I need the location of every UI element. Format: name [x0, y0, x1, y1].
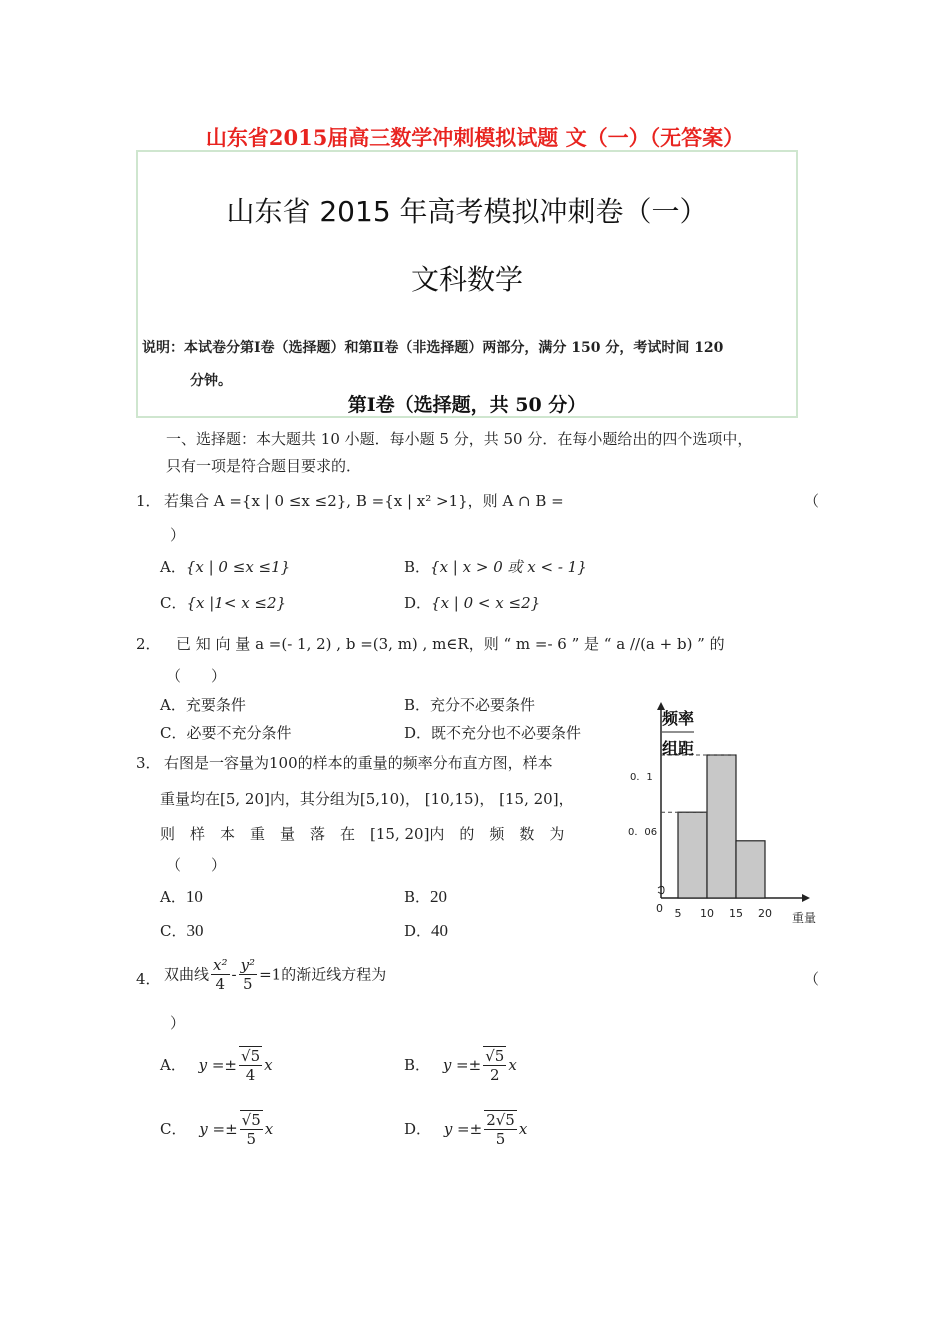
q4-stem-suffix: =1的渐近线方程为	[259, 965, 387, 984]
q3-option-c: 30	[186, 921, 204, 940]
q1-option-a-label: A．	[160, 558, 186, 576]
q1-option-c: {x |1< x ≤2}	[186, 594, 287, 612]
q2-option-b-label: B．	[404, 696, 431, 714]
q3-option-d: 40	[431, 921, 449, 940]
q4-frac1-num: x²	[213, 956, 228, 974]
q4-option-d-den: 5	[495, 1130, 506, 1148]
frequency-histogram	[622, 700, 832, 932]
q1-option-c-label: C．	[160, 594, 187, 612]
q2-stem: 已 知 向 量 a =(- 1, 2) , b =(3, m) , m∈R，则 “ m =- 6 ” 是 “ a //(a + b) ” 的	[176, 635, 725, 653]
q4-option-c-var: x	[264, 1120, 274, 1138]
q1-stem: 若集合 A ={x | 0 ≤x ≤2}, B ={x | x² >1}，则 A ∩ B =	[164, 492, 564, 510]
q2-option-d: 既不充分也不必要条件	[431, 724, 582, 742]
x-axis-arrow	[802, 894, 810, 902]
q3-paren: （ ）	[166, 856, 227, 874]
q4-option-d-prefix: y =±	[443, 1120, 483, 1138]
y-tick-0.1: 0．1	[630, 772, 653, 783]
q4-option-b-var: x	[508, 1056, 517, 1074]
instructions-line-2: 只有一项是符合题目要求的．	[166, 457, 362, 475]
q4-option-c-den: 5	[246, 1130, 256, 1148]
q4-option-b-den: 2	[489, 1066, 500, 1084]
x-tick-10: 10	[700, 907, 714, 920]
q4-option-a-den: 4	[245, 1066, 256, 1084]
q4-option-b-num: √5	[485, 1047, 505, 1065]
document-title: 山东省2015届高三数学冲刺模拟试题 文（一）（无答案）	[205, 125, 745, 150]
q4-option-b-prefix: y =±	[442, 1056, 482, 1074]
exam-header-subject: 文科数学	[410, 263, 523, 296]
q4-stem-prefix: 双曲线	[164, 965, 210, 984]
exam-header-note-cont: 分钟。	[190, 373, 232, 389]
q3-option-d-label: D．	[404, 922, 432, 940]
exam-header-image	[136, 150, 798, 418]
y-label-top: 频率	[662, 709, 695, 728]
q4-frac2-den: 5	[243, 975, 253, 993]
q1-option-d-label: D．	[404, 594, 432, 612]
q4-option-c-num: √5	[241, 1111, 261, 1129]
q1-number: 1．	[136, 492, 161, 510]
q4-option-d-num: 2√5	[486, 1111, 515, 1129]
y-tick-0.06: 0．06	[628, 827, 658, 838]
q3-stem-line-2: 重量均在[5, 20]内，其分组为[5,10)， [10,15)， [15, 20]，	[160, 790, 574, 808]
histogram-bar-5-10	[678, 812, 707, 898]
y-label-bottom: 组距	[662, 739, 695, 758]
q4-option-c-prefix: y =±	[199, 1120, 238, 1138]
q3-option-c-label: C．	[160, 922, 187, 940]
q1-option-a: {x | 0 ≤x ≤1}	[185, 558, 291, 576]
q3-option-a-label: A．	[160, 888, 186, 906]
exam-section-title: 第Ⅰ卷（选择题，共 50 分）	[347, 394, 587, 416]
q2-option-c: 必要不充分条件	[186, 724, 292, 742]
q2-option-a: 充要条件	[185, 696, 246, 714]
q4-option-d-var: x	[518, 1120, 528, 1138]
q3-option-b: 20	[430, 887, 448, 906]
q4-number: 4．	[136, 970, 161, 988]
q4-frac2-num: y²	[240, 956, 256, 974]
histogram-bar-10-15	[707, 755, 736, 898]
q3-option-b-label: B．	[404, 888, 431, 906]
q2-option-d-label: D．	[404, 724, 432, 742]
q2-option-b: 充分不必要条件	[430, 696, 536, 714]
exam-header-title: 山东省 2015 年高考模拟冲刺卷（一）	[226, 195, 708, 228]
q4-option-a-var: x	[264, 1056, 273, 1074]
q4-frac1-den: 4	[215, 975, 226, 993]
x-tick-20: 20	[758, 907, 772, 920]
x-axis-label: 重量	[792, 911, 817, 925]
q4-paren-open: （	[804, 970, 820, 988]
q2-number: 2．	[136, 635, 161, 653]
q2-option-a-label: A．	[160, 696, 186, 714]
x-tick-5: 5	[674, 907, 682, 920]
q1-paren-open: （	[804, 492, 820, 510]
q1-paren-close: ）	[170, 526, 186, 544]
q3-stem-line-3: 则 样 本 重 量 落 在 [15, 20]内 的 频 数 为	[160, 825, 565, 843]
q4-option-c-label: C．	[160, 1120, 187, 1138]
exam-header-note: 说明：本试卷分第Ⅰ卷（选择题）和第Ⅱ卷（非选择题）两部分，满分 150 分，考试时间 120	[142, 340, 724, 356]
q3-option-a: 10	[185, 887, 203, 906]
q4-minus: -	[231, 965, 237, 984]
q3-stem-line-1: 右图是一容量为100的样本的重量的频率分布直方图，样本	[164, 754, 553, 772]
q1-option-d: {x | 0 < x ≤2}	[431, 594, 541, 612]
q2-paren: （ ）	[166, 667, 227, 685]
origin-label: 0	[656, 902, 663, 915]
q2-option-c-label: C．	[160, 724, 187, 742]
q4-option-d-label: D．	[404, 1120, 432, 1138]
q3-number: 3．	[136, 754, 161, 772]
q4-option-a-label: A．	[160, 1056, 186, 1074]
q4-paren-close: ）	[170, 1014, 186, 1032]
q1-option-b-label: B．	[404, 558, 431, 576]
q1-option-b: {x | x > 0 或 x < - 1}	[430, 558, 587, 576]
q4-option-a-num: √5	[241, 1047, 261, 1065]
x-tick-15: 15	[729, 907, 743, 920]
q4-option-b-label: B．	[404, 1056, 431, 1074]
q4-option-a-prefix: y =±	[198, 1056, 238, 1074]
histogram-bar-15-20	[736, 841, 765, 898]
instructions-line-1: 一、选择题：本大题共 10 小题．每小题 5 分，共 50 分．在每小题给出的四个选项中，	[166, 430, 753, 448]
